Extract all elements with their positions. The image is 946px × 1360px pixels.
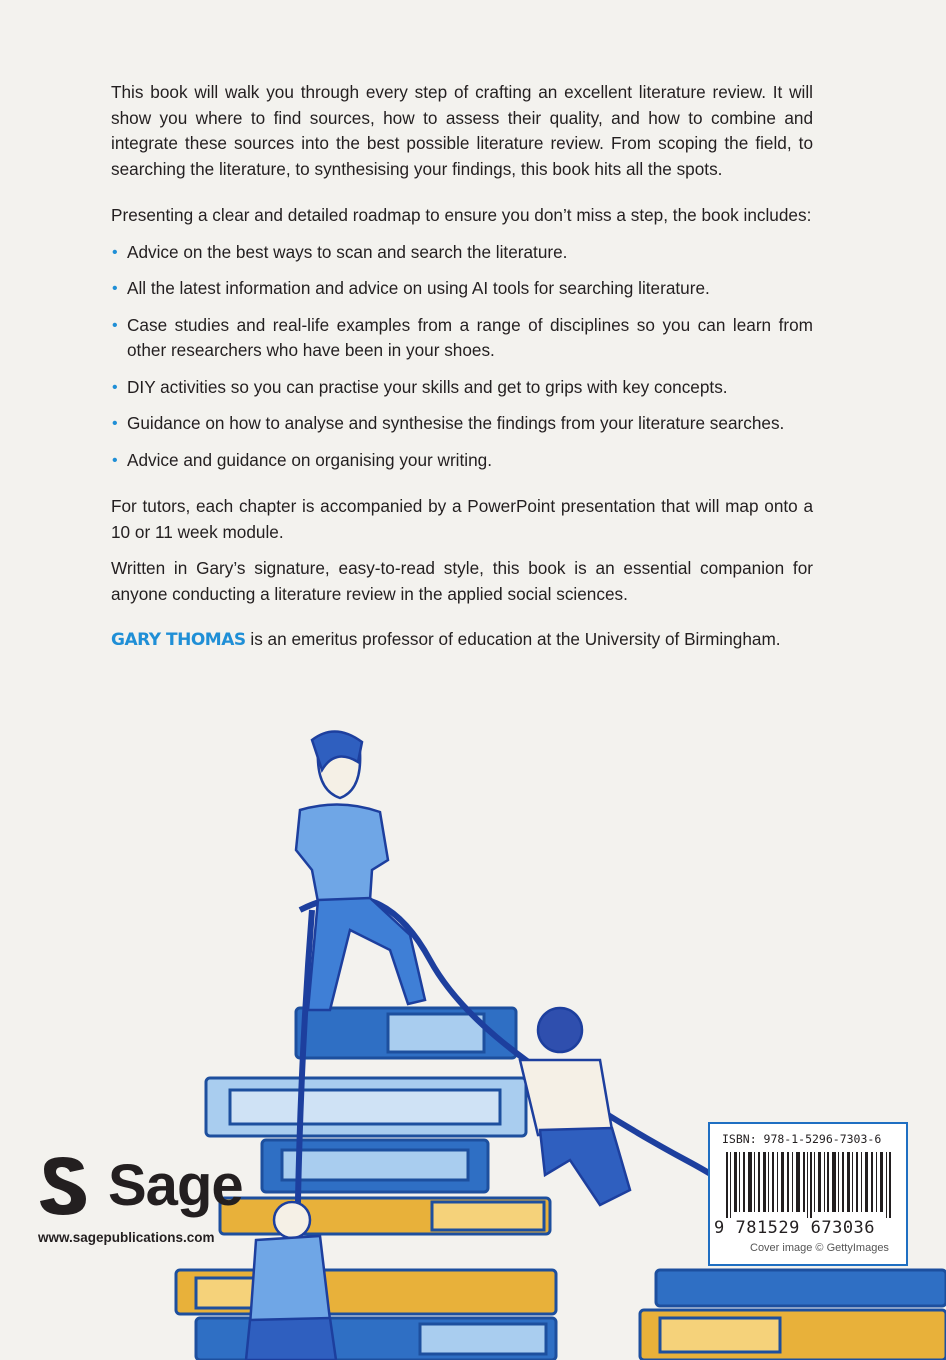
publisher-url[interactable]: www.sagepublications.com <box>38 1230 215 1245</box>
cover-credit: Cover image © GettyImages <box>750 1242 889 1254</box>
style-paragraph: Written in Gary’s signature, easy-to-read style, this book is an essential companion for anyone conducting a literature review in the applied social sciences. <box>111 558 813 604</box>
list-item: • Guidance on how to analyse and synthesise the findings from your literature searches. <box>111 411 813 437</box>
list-item: • Advice on the best ways to scan and search the literature. <box>111 240 813 266</box>
back-cover-text <box>111 80 813 675</box>
book-stack-right <box>640 1270 946 1360</box>
bullet-icon: • <box>112 316 118 334</box>
barcode-number: 9 781529 673036 <box>714 1218 876 1238</box>
roadmap-intro: Presenting a clear and detailed roadmap to ensure you don’t miss a step, the book includes: <box>111 205 812 225</box>
bullet-icon: • <box>112 451 118 469</box>
list-item: • DIY activities so you can practise your skills and get to grips with key concepts. <box>111 375 813 401</box>
list-item: • Case studies and real-life examples from a range of disciplines so you can learn from other researchers who have been in your shoes. <box>112 314 813 360</box>
author-name: GARY THOMAS <box>111 630 246 650</box>
publisher-name: Sage <box>108 1153 243 1218</box>
isbn-label: ISBN: 978-1-5296-7303-6 <box>722 1132 882 1146</box>
bullet-icon: • <box>112 243 118 261</box>
author-bio-text: is an emeritus professor of education at the University of Birmingham. <box>245 629 781 649</box>
tutors-paragraph: For tutors, each chapter is accompanied by a PowerPoint presentation that will map onto a 10 or 11 week module. <box>111 496 813 542</box>
climbing-figure <box>520 1008 630 1205</box>
feature-list <box>111 240 813 474</box>
bullet-icon: • <box>112 378 118 396</box>
barcode-box <box>708 1122 908 1266</box>
barcode-icon <box>726 1152 896 1218</box>
author-bio <box>111 627 813 654</box>
list-item: • All the latest information and advice on using AI tools for searching literature. <box>111 276 813 302</box>
sage-s-icon <box>38 1155 88 1217</box>
list-item: • Advice and guidance on organising your writing. <box>111 448 813 474</box>
bullet-icon: • <box>112 280 118 297</box>
intro-paragraph: This book will walk you through every step of crafting an excellent literature review. It will show you where to find sources, how to assess their quality, and how to combine and integrate these sources into the best possible literature review. From scoping the field, to searching the literature, to synthesising your findings, this book hits all the spots. <box>111 82 813 179</box>
standing-figure <box>296 731 425 1010</box>
bullet-icon: • <box>112 415 118 432</box>
